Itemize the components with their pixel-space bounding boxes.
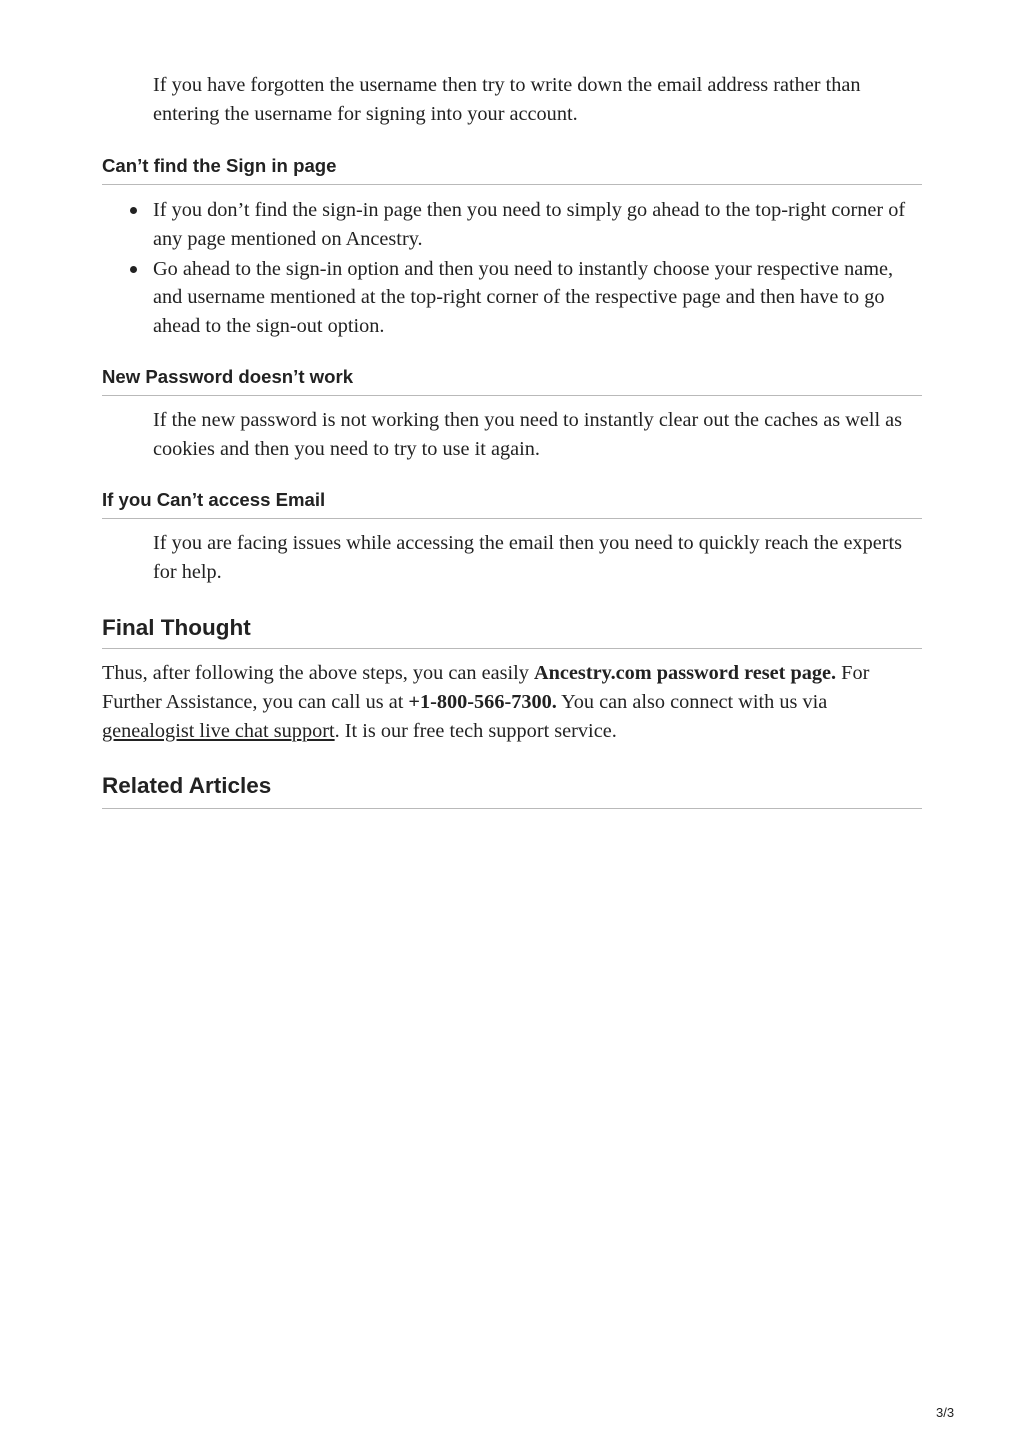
heading-divider bbox=[102, 395, 922, 396]
bullet-icon bbox=[130, 266, 137, 273]
new-password-paragraph: If the new password is not working then you need to instantly clear out the caches as well as cookies and then you need to try to use it again. bbox=[153, 409, 903, 460]
bullet-icon bbox=[130, 207, 137, 214]
phone-number: +1-800-566-7300. bbox=[408, 691, 557, 713]
heading-divider bbox=[102, 184, 922, 185]
heading-divider bbox=[102, 518, 922, 519]
list-item bbox=[102, 196, 922, 253]
final-thought-paragraph bbox=[102, 659, 922, 746]
final-text-1: Thus, after following the above steps, you can easily bbox=[102, 662, 534, 684]
heading-cant-find-sign-in: Can’t find the Sign in page bbox=[102, 155, 337, 176]
heading-related-articles: Related Articles bbox=[102, 773, 272, 798]
email-access-paragraph: If you are facing issues while accessing the email then you need to quickly reach the experts for help. bbox=[153, 532, 903, 583]
final-text-2: For Further Assistance, you can call us at bbox=[102, 662, 870, 713]
reset-page-emphasis: Ancestry.com password reset page. bbox=[534, 662, 837, 684]
heading-divider bbox=[102, 648, 922, 649]
heading-cant-access-email: If you Can’t access Email bbox=[102, 489, 326, 510]
page-number: 3/3 bbox=[936, 1405, 955, 1420]
heading-new-password: New Password doesn’t work bbox=[102, 366, 354, 387]
final-text-3: You can also connect with us via bbox=[556, 691, 828, 713]
chat-support-link[interactable]: genealogist live chat support bbox=[102, 720, 335, 742]
list-item-text: Go ahead to the sign-in option and then you need to instantly choose your respective name, and username mentioned at the top-right corner of the respective page and then have to go ahead to the sign-out option. bbox=[153, 257, 894, 337]
list-item-text: If you don’t find the sign-in page then you need to simply go ahead to the top-right corner of any page mentioned on Ancestry. bbox=[153, 199, 906, 250]
intro-paragraph: If you have forgotten the username then try to write down the email address rather than entering the username for signing into your account. bbox=[153, 74, 861, 125]
heading-final-thought: Final Thought bbox=[102, 615, 251, 640]
sign-in-tips-list bbox=[102, 196, 922, 342]
final-text-4: . It is our free tech support service. bbox=[334, 720, 617, 742]
heading-divider bbox=[102, 808, 922, 809]
list-item bbox=[102, 255, 922, 341]
